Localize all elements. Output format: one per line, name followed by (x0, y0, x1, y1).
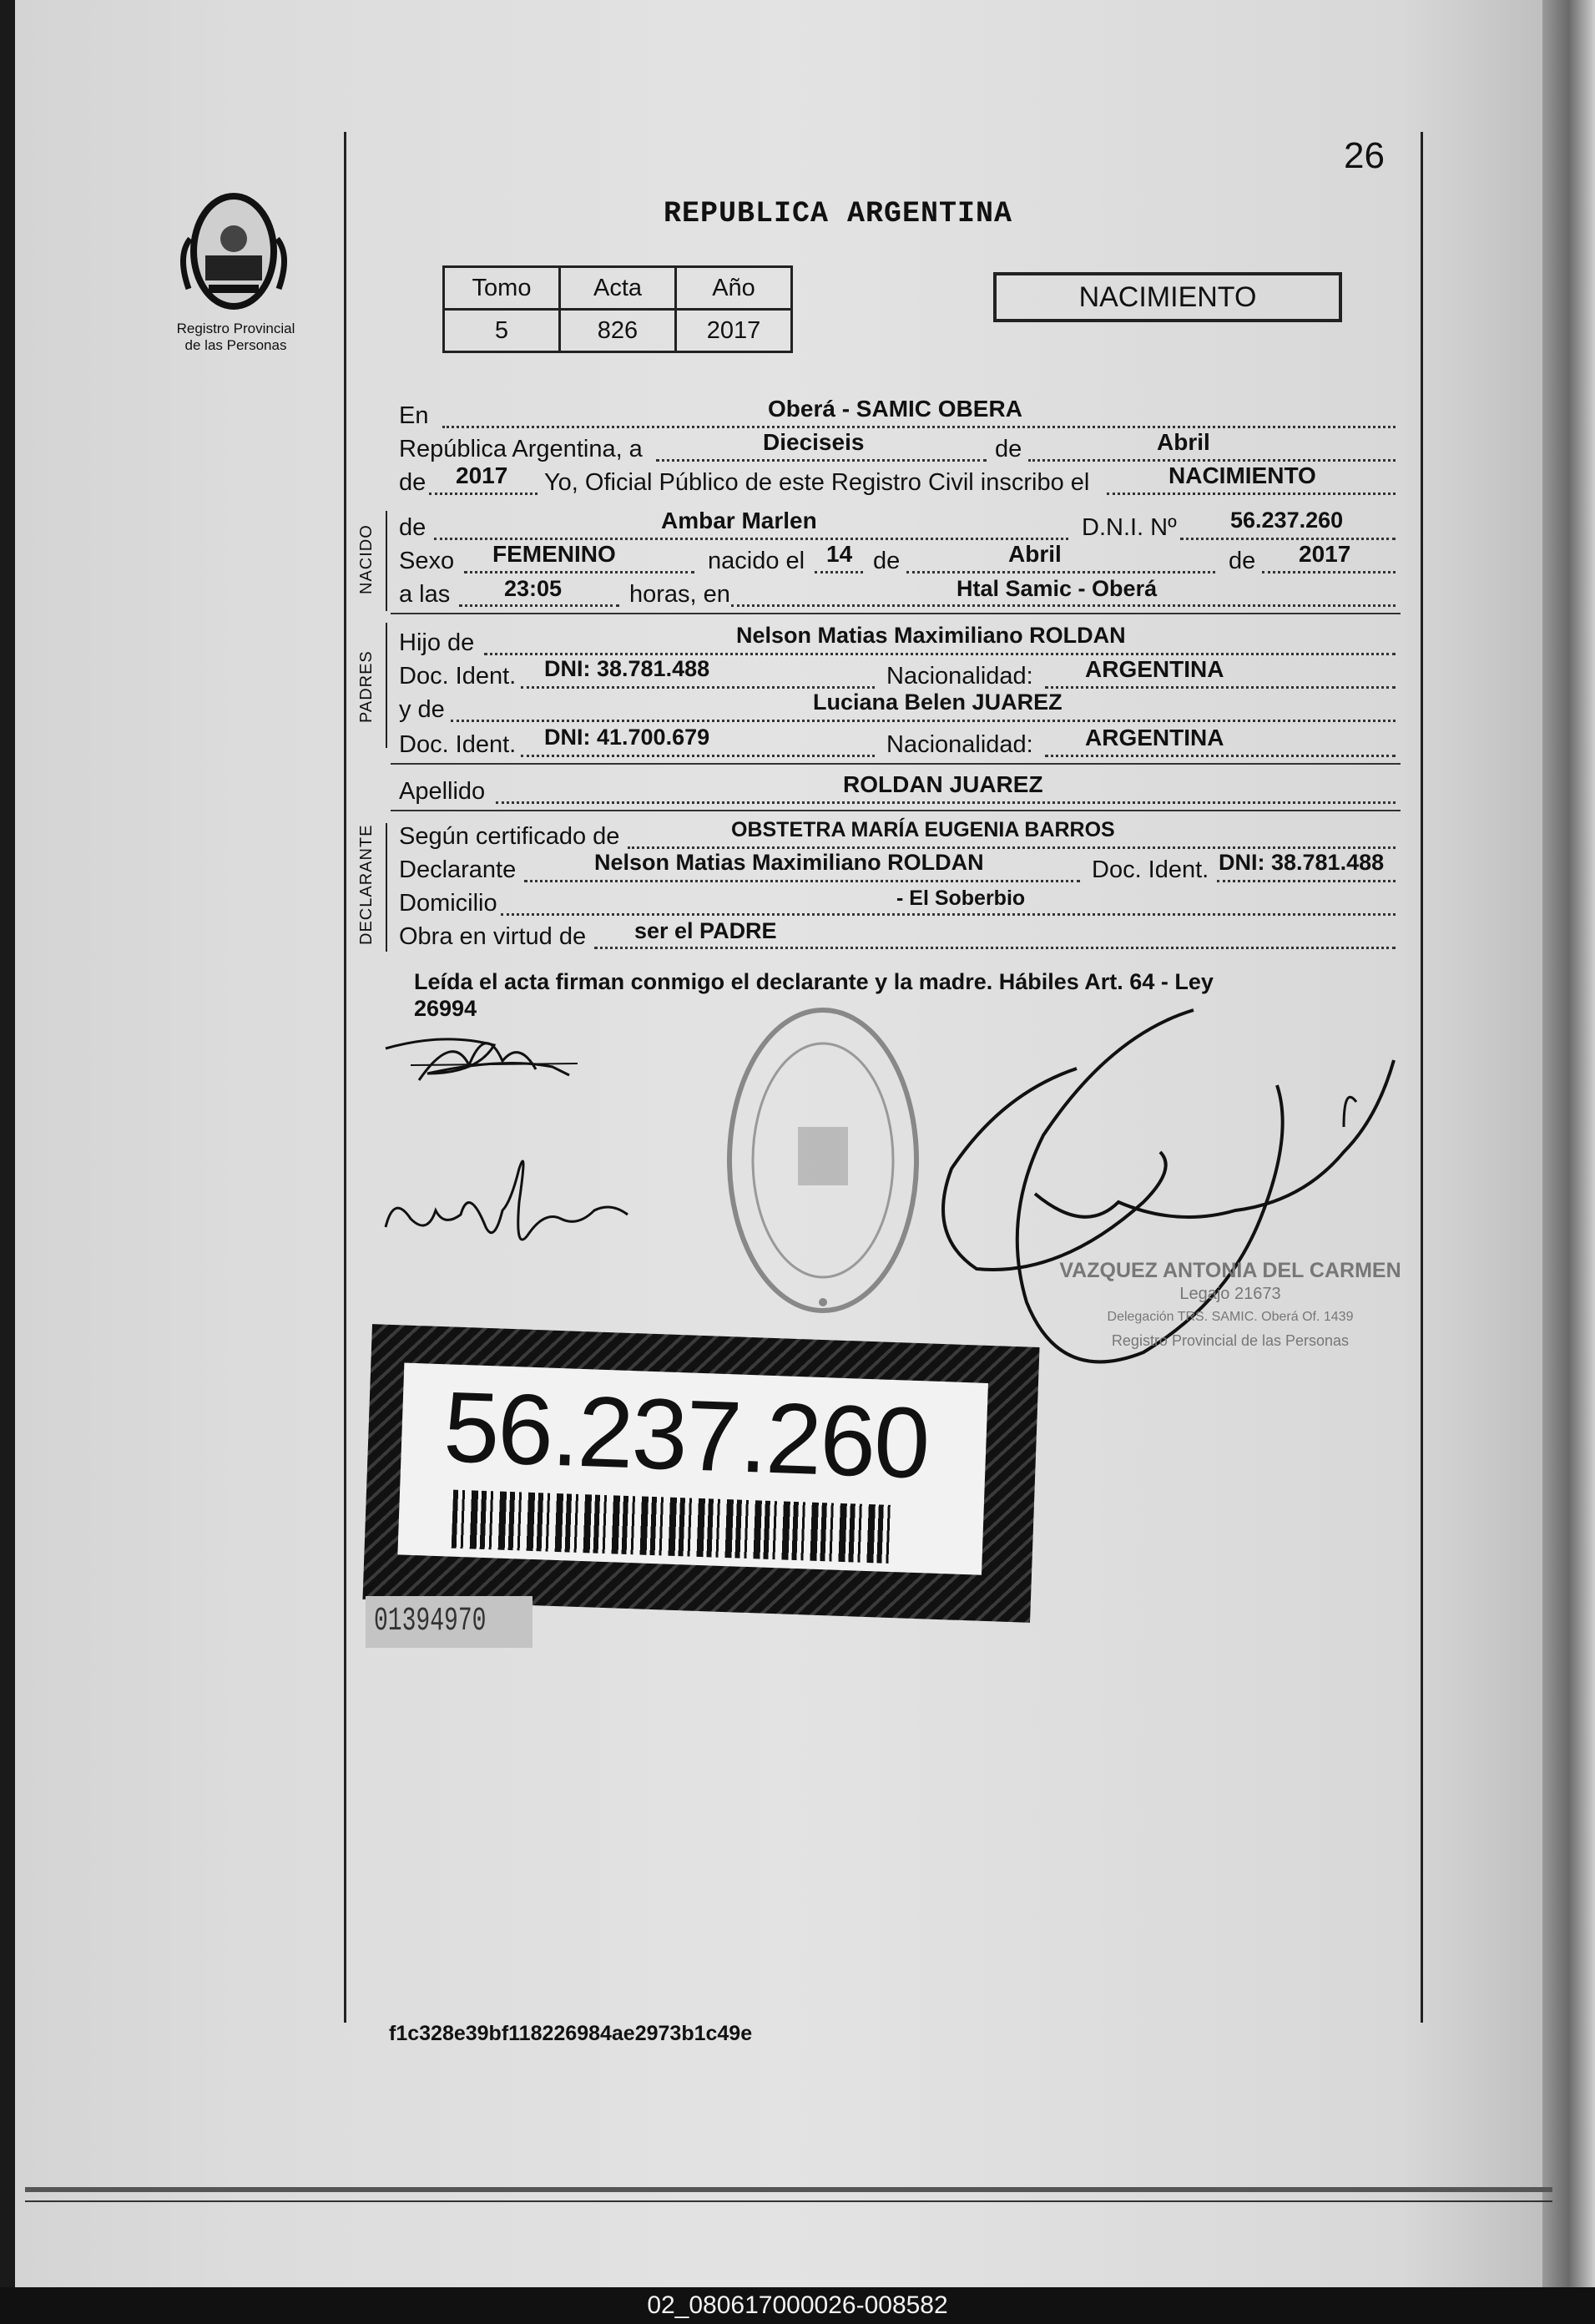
act-value: NACIMIENTO (1168, 462, 1316, 488)
dots (434, 536, 1068, 540)
en-label: En (399, 402, 429, 429)
official-stamp (1055, 1259, 1406, 1352)
dots (429, 491, 538, 495)
dots (628, 845, 1396, 849)
birth-place-value: Htal Samic - Oberá (956, 576, 1158, 601)
dots (1262, 569, 1396, 573)
registry-label-line1: Registro Provincial (176, 321, 295, 336)
mother-doc-value: DNI: 41.700.679 (544, 725, 710, 750)
domicilio-value: - El Soberbio (896, 887, 1026, 910)
horas-label: horas, en (629, 581, 730, 608)
de2-label: de (399, 469, 427, 496)
act-type-box: NACIMIENTO (993, 272, 1342, 322)
dots (594, 945, 1396, 949)
dots (484, 651, 1396, 655)
section-bracket (386, 623, 387, 748)
dni-sticker (362, 1324, 1039, 1623)
dots (1045, 753, 1396, 757)
a-las-label: a las (399, 581, 451, 608)
domicilio-label: Domicilio (399, 890, 497, 917)
dots (1045, 685, 1396, 689)
record-table (442, 265, 793, 353)
closing-line2: 26994 (414, 996, 477, 1021)
mother-signature (377, 1135, 636, 1269)
province-logo (167, 180, 300, 322)
serial-number: 01394970 (374, 1603, 487, 1640)
birth-year-value: 2017 (1299, 541, 1351, 567)
father-name-value: Nelson Matias Maximiliano ROLDAN (736, 623, 1126, 648)
closing-line1: Leída el acta firman conmigo el declarante y la madre. Hábiles Art. 64 - Ley (414, 969, 1214, 994)
dots (731, 603, 1396, 607)
record-value-ano: 2017 (676, 310, 792, 352)
de-label: de (399, 514, 427, 541)
time-value: 23:05 (504, 576, 563, 601)
record-value-acta: 826 (560, 310, 676, 352)
year-value: 2017 (456, 462, 508, 488)
record-header-tomo: Tomo (444, 267, 560, 310)
obra-label: Obra en virtud de (399, 923, 587, 950)
left-frame-line (344, 132, 346, 2023)
official-name: VAZQUEZ ANTONIA DEL CARMEN (1059, 1259, 1401, 1282)
record-value-tomo: 5 (444, 310, 560, 352)
child-name-value: Ambar Marlen (661, 508, 817, 533)
record-header-ano: Año (676, 267, 792, 310)
document-hash: f1c328e39bf118226984ae2973b1c49e (389, 2022, 753, 2045)
official-registry: Registro Provincial de las Personas (1111, 1332, 1350, 1349)
declarante-name-value: Nelson Matias Maximiliano ROLDAN (594, 850, 984, 875)
declarante-label: Declarante (399, 856, 517, 883)
segun-certificado-label: Según certificado de (399, 823, 620, 850)
certificado-value: OBSTETRA MARÍA EUGENIA BARROS (731, 818, 1115, 841)
dots (501, 912, 1396, 916)
section-bracket (386, 823, 387, 952)
section-label-padres: PADRES (357, 650, 376, 723)
birth-day-value: 14 (826, 541, 853, 567)
section-divider (391, 810, 1401, 811)
dots (1180, 536, 1396, 540)
page-bottom-edge (25, 2200, 1552, 2202)
page-edge (1542, 0, 1595, 2287)
page-number: 26 (1344, 135, 1385, 176)
doc-ident-label: Doc. Ident. (399, 731, 517, 758)
dots (451, 718, 1396, 722)
dots (521, 753, 875, 757)
mother-nat-value: ARGENTINA (1085, 725, 1224, 750)
dots (524, 878, 1080, 882)
apellido-label: Apellido (399, 778, 486, 805)
declarant-signature (377, 1015, 594, 1099)
hijo-label: Hijo de (399, 629, 475, 656)
section-divider (391, 613, 1401, 614)
sticker-label-area (397, 1363, 988, 1575)
dni-label: D.N.I. Nº (1082, 514, 1177, 541)
place-value: Oberá - SAMIC OBERA (768, 396, 1022, 422)
section-label-nacido: NACIDO (357, 524, 376, 594)
right-frame-line (1421, 132, 1423, 2023)
father-doc-value: DNI: 38.781.488 (544, 656, 710, 681)
de-label: de (873, 548, 901, 574)
registry-label-line2: de las Personas (184, 337, 287, 353)
child-dni-value: 56.237.260 (1230, 508, 1344, 533)
dots (442, 424, 1396, 428)
serial-stamp (366, 1596, 533, 1648)
dots (1028, 457, 1396, 462)
dots (464, 569, 694, 573)
dots (906, 569, 1215, 573)
doc-ident-label: Doc. Ident. (399, 663, 517, 690)
section-divider (391, 763, 1401, 765)
page-bottom-edge (25, 2187, 1552, 2192)
yo-label: Yo, Oficial Público de este Registro Civil inscribo el (544, 469, 1090, 496)
official-delegacion: Delegación TRS. SAMIC. Oberá Of. 1439 (1107, 1310, 1354, 1324)
father-nat-value: ARGENTINA (1085, 656, 1224, 682)
record-header-acta: Acta (560, 267, 676, 310)
sexo-value: FEMENINO (492, 541, 616, 567)
section-bracket (386, 511, 387, 611)
dots (1107, 491, 1396, 495)
sticker-barcode (452, 1490, 896, 1564)
nacionalidad-label: Nacionalidad: (886, 731, 1033, 758)
nacido-label: nacido el (708, 548, 805, 574)
dots (815, 569, 863, 573)
dots (1217, 878, 1396, 882)
apellido-value: ROLDAN JUAREZ (843, 771, 1043, 797)
dots (459, 603, 619, 607)
birth-month-value: Abril (1008, 541, 1062, 567)
y-de-label: y de (399, 696, 445, 723)
document-title: REPUBLICA ARGENTINA (664, 197, 1013, 230)
month-value: Abril (1157, 429, 1210, 455)
sticker-number: 56.237.260 (442, 1371, 931, 1500)
dots (496, 800, 1396, 804)
obra-value: ser el PADRE (634, 918, 777, 943)
nacionalidad-label: Nacionalidad: (886, 663, 1033, 690)
official-legajo: Legajo 21673 (1179, 1285, 1281, 1303)
de-label: de (995, 436, 1022, 462)
mother-name-value: Luciana Belen JUAREZ (813, 690, 1062, 715)
declarante-doc-value: DNI: 38.781.488 (1219, 850, 1385, 875)
footer-id-bar: 02_080617000026-008582 (0, 2287, 1595, 2324)
doc-ident-label: Doc. Ident. (1092, 856, 1209, 883)
registry-label (159, 321, 313, 354)
section-label-declarante: DECLARANTE (357, 824, 376, 945)
sexo-label: Sexo (399, 548, 455, 574)
de-label: de (1229, 548, 1256, 574)
dots (656, 457, 987, 462)
republica-label: República Argentina, a (399, 436, 643, 462)
dots (521, 685, 875, 689)
day-value: Dieciseis (763, 429, 865, 455)
